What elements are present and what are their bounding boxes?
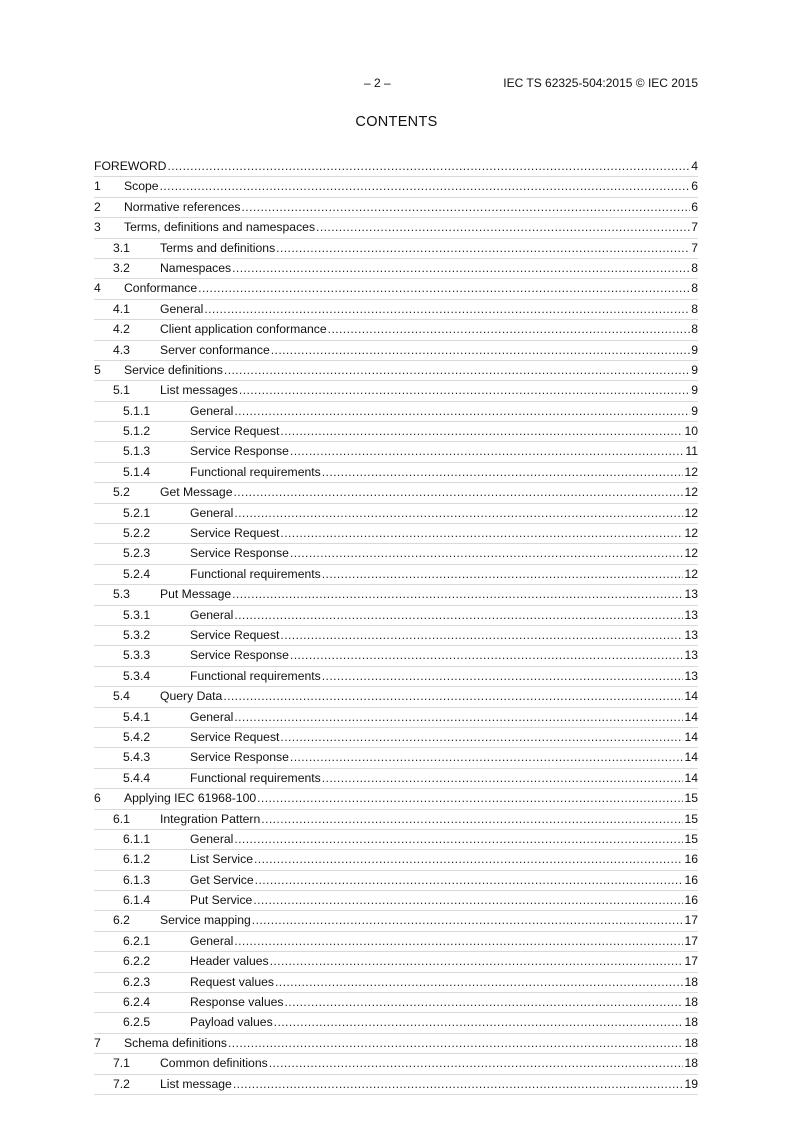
toc-entry-number: 7.2 — [113, 1076, 130, 1091]
toc-entry[interactable] — [94, 402, 698, 422]
toc-entry-number: 5.1.2 — [123, 424, 151, 439]
toc-entry-number: 7 — [94, 1035, 101, 1050]
toc-entry-title: General — [190, 606, 234, 625]
toc-entry-line — [160, 483, 698, 502]
toc-entry-page: 18 — [684, 995, 698, 1010]
toc-entry-line — [124, 218, 698, 237]
toc-entry-line — [160, 381, 698, 400]
dot-leader — [223, 687, 683, 706]
dot-leader — [257, 789, 683, 808]
toc-entry[interactable] — [94, 911, 698, 931]
toc-entry[interactable] — [94, 973, 698, 993]
toc-entry[interactable] — [94, 177, 698, 197]
dot-leader — [322, 769, 684, 788]
toc-entry[interactable] — [94, 748, 698, 768]
toc-entry[interactable] — [94, 300, 698, 320]
toc-entry-page: 12 — [684, 566, 698, 581]
toc-entry[interactable] — [94, 932, 698, 952]
toc-entry-page: 6 — [691, 179, 698, 194]
toc-entry-page: 13 — [684, 607, 698, 622]
toc-entry-number: 6.1.1 — [123, 831, 151, 846]
dot-leader — [233, 1075, 684, 1094]
toc-entry[interactable] — [94, 667, 698, 687]
toc-entry-title: List messages — [160, 381, 239, 400]
toc-entry-page: 4 — [691, 159, 698, 173]
toc-entry[interactable] — [94, 830, 698, 850]
toc-entry[interactable] — [94, 524, 698, 544]
toc-entry-number: 6.2.2 — [123, 954, 151, 969]
toc-entry-line — [190, 667, 698, 686]
toc-entry-page: 13 — [684, 587, 698, 602]
toc-entry-page: 7 — [691, 220, 698, 235]
toc-entry[interactable] — [94, 687, 698, 707]
toc-entry-number: 5.4.1 — [123, 709, 151, 724]
toc-entry-number: 5.2.1 — [123, 505, 151, 520]
toc-entry-line — [190, 402, 698, 421]
toc-entry-number: 4 — [94, 281, 101, 296]
toc-entry-title: Conformance — [124, 279, 198, 298]
toc-entry-title: Terms and definitions — [160, 239, 276, 258]
toc-entry-line — [190, 606, 698, 625]
dot-leader — [269, 1054, 684, 1073]
toc-entry[interactable] — [94, 850, 698, 870]
toc-entry[interactable] — [94, 606, 698, 626]
toc-entry-line — [190, 626, 698, 645]
toc-entry[interactable] — [94, 483, 698, 503]
toc-entry-number: 5.1.3 — [123, 444, 151, 459]
toc-entry[interactable] — [94, 279, 698, 299]
toc-entry-number: 5.1 — [113, 383, 130, 398]
toc-entry-number: 4.1 — [113, 301, 130, 316]
toc-entry-title: Service Response — [190, 646, 290, 665]
toc-entry-page: 18 — [684, 1035, 698, 1050]
toc-entry[interactable] — [94, 1075, 698, 1095]
page-number: – 2 – — [364, 76, 391, 90]
dot-leader — [242, 198, 691, 217]
toc-entry[interactable] — [94, 544, 698, 564]
toc-entry-page: 14 — [684, 770, 698, 785]
dot-leader — [234, 932, 683, 951]
toc-entry-page: 15 — [684, 811, 698, 826]
toc-entry-title: Schema definitions — [124, 1034, 228, 1053]
toc-entry-page: 13 — [684, 668, 698, 683]
toc-entry-number: 6.1 — [113, 811, 130, 826]
dot-leader — [204, 300, 690, 319]
toc-entry-line — [190, 973, 698, 992]
toc-entry-page: 17 — [684, 954, 698, 969]
dot-leader — [234, 606, 683, 625]
toc-entry-page: 12 — [684, 526, 698, 541]
toc-entry-title: FOREWORD — [94, 157, 167, 176]
dot-leader — [233, 483, 683, 502]
toc-entry-title: Service definitions — [124, 361, 224, 380]
toc-entry-title: Integration Pattern — [160, 810, 261, 829]
toc-entry-line — [160, 320, 698, 339]
toc-entry-page: 9 — [691, 383, 698, 398]
toc-entry-number: 4.3 — [113, 342, 130, 357]
toc-entry-page: 7 — [691, 240, 698, 255]
toc-entry-page: 18 — [684, 1015, 698, 1030]
toc-entry[interactable] — [94, 1034, 698, 1054]
toc-entry-line — [190, 463, 698, 482]
dot-leader — [261, 810, 683, 829]
toc-entry-number: 6.2.4 — [123, 995, 151, 1010]
toc-entry-page: 8 — [691, 260, 698, 275]
toc-entry-title: General — [190, 932, 234, 951]
toc-entry-line — [94, 157, 698, 176]
toc-entry-page: 8 — [691, 281, 698, 296]
dot-leader — [167, 157, 690, 176]
toc-entry-line — [190, 891, 698, 910]
dot-leader — [322, 565, 684, 584]
toc-entry[interactable] — [94, 1054, 698, 1074]
toc-entry-number: 5.3.1 — [123, 607, 151, 622]
toc-entry-number: 5.2 — [113, 485, 130, 500]
page-title: CONTENTS — [355, 114, 438, 130]
toc-entry-title: Service Request — [190, 524, 280, 543]
toc-entry[interactable] — [94, 239, 698, 259]
toc-entry-line — [190, 769, 698, 788]
toc-entry[interactable] — [94, 1013, 698, 1033]
toc-entry[interactable] — [94, 218, 698, 238]
toc-entry-title: List message — [160, 1075, 233, 1094]
toc-entry-title: Service Response — [190, 748, 290, 767]
toc-entry-line — [160, 911, 698, 930]
toc-entry[interactable] — [94, 952, 698, 972]
toc-entry-line — [190, 504, 698, 523]
toc-entry[interactable] — [94, 422, 698, 442]
toc-entry-number: 5.4.2 — [123, 729, 151, 744]
toc-entry-title: Server conformance — [160, 341, 271, 360]
toc-entry[interactable] — [94, 626, 698, 646]
toc-entry-title: Functional requirements — [190, 667, 322, 686]
dot-leader — [232, 585, 683, 604]
toc-entry[interactable] — [94, 504, 698, 524]
toc-entry-page: 17 — [684, 933, 698, 948]
toc-entry[interactable] — [94, 769, 698, 789]
toc-entry-number: 6.2.3 — [123, 974, 151, 989]
toc-entry-line — [190, 932, 698, 951]
dot-leader — [328, 320, 691, 339]
toc-entry-number: 3.1 — [113, 240, 130, 255]
toc-entry-line — [190, 830, 698, 849]
dot-leader — [270, 952, 684, 971]
toc-entry-number: 5.3.3 — [123, 648, 151, 663]
toc-entry-page: 10 — [684, 424, 698, 439]
toc-entry[interactable] — [94, 157, 698, 177]
toc-entry-page: 15 — [684, 791, 698, 806]
toc-entry-line — [190, 748, 698, 767]
toc-entry-page: 19 — [684, 1076, 698, 1091]
toc-entry-line — [124, 279, 698, 298]
toc-entry-title: Get Message — [160, 483, 233, 502]
toc-entry-title: Put Service — [190, 891, 253, 910]
toc-entry-page: 9 — [691, 403, 698, 418]
toc-entry-page: 14 — [684, 729, 698, 744]
toc-entry-number: 5 — [94, 362, 101, 377]
toc-entry-title: Applying IEC 61968-100 — [124, 789, 257, 808]
toc-entry-title: Scope — [124, 177, 160, 196]
toc-entry-title: Service Request — [190, 626, 280, 645]
toc-entry-line — [190, 871, 698, 890]
dot-leader — [280, 524, 683, 543]
toc-entry[interactable] — [94, 341, 698, 361]
toc-entry-number: 5.1.1 — [123, 403, 151, 418]
dot-leader — [254, 850, 683, 869]
toc-entry[interactable] — [94, 646, 698, 666]
toc-entry-title: Service mapping — [160, 911, 252, 930]
toc-entry-number: 6 — [94, 791, 101, 806]
toc-entry-number: 5.3.4 — [123, 668, 151, 683]
toc-entry-page: 14 — [684, 689, 698, 704]
toc-entry[interactable] — [94, 585, 698, 605]
toc-entry-title: General — [190, 504, 234, 523]
toc-entry-title: Functional requirements — [190, 565, 322, 584]
toc-entry-title: Service Request — [190, 422, 280, 441]
toc-entry-title: Header values — [190, 952, 270, 971]
toc-entry[interactable] — [94, 381, 698, 401]
dot-leader — [234, 504, 683, 523]
toc-entry-line — [124, 361, 698, 380]
toc-entry-title: Client application conformance — [160, 320, 328, 339]
toc-entry-line — [190, 524, 698, 543]
toc-entry-page: 17 — [684, 913, 698, 928]
toc-entry-page: 18 — [684, 974, 698, 989]
toc-entry-line — [124, 789, 698, 808]
toc-entry-number: 5.3 — [113, 587, 130, 602]
toc-entry-title: Request values — [190, 973, 275, 992]
toc-entry-page: 16 — [684, 852, 698, 867]
toc-entry-title: Get Service — [190, 871, 255, 890]
toc-entry-number: 5.3.2 — [123, 627, 151, 642]
toc-entry-number: 5.1.4 — [123, 464, 151, 479]
dot-leader — [234, 402, 690, 421]
document-id: IEC TS 62325-504:2015 © IEC 2015 — [503, 76, 698, 90]
toc-entry[interactable] — [94, 442, 698, 462]
toc-entry-page: 18 — [684, 1056, 698, 1071]
toc-entry[interactable] — [94, 708, 698, 728]
toc-entry-line — [160, 687, 698, 706]
toc-entry-title: List Service — [190, 850, 254, 869]
dot-leader — [234, 708, 683, 727]
toc-entry-number: 4.2 — [113, 322, 130, 337]
toc-entry-number: 5.2.2 — [123, 526, 151, 541]
toc-entry-number: 6.1.2 — [123, 852, 151, 867]
dot-leader — [255, 871, 684, 890]
dot-leader — [234, 830, 683, 849]
toc-entry-line — [190, 850, 698, 869]
toc-entry-title: Common definitions — [160, 1054, 269, 1073]
toc-entry-page: 13 — [684, 648, 698, 663]
toc-entry-line — [160, 1075, 698, 1094]
toc-entry-page: 9 — [691, 342, 698, 357]
toc-entry-line — [190, 422, 698, 441]
toc-entry-page: 12 — [684, 505, 698, 520]
toc-entry-line — [160, 300, 698, 319]
toc-entry-line — [190, 544, 698, 563]
dot-leader — [224, 361, 690, 380]
toc-entry-title: Terms, definitions and namespaces — [124, 218, 316, 237]
toc-entry-title: General — [160, 300, 204, 319]
toc-entry-page: 8 — [691, 322, 698, 337]
toc-entry-number: 2 — [94, 199, 101, 214]
toc-entry-page: 12 — [684, 464, 698, 479]
toc-entry[interactable] — [94, 789, 698, 809]
dot-leader — [322, 463, 684, 482]
toc-entry[interactable] — [94, 463, 698, 483]
toc-entry-title: Normative references — [124, 198, 242, 217]
dot-leader — [275, 973, 683, 992]
dot-leader — [228, 1034, 683, 1053]
toc-entry-line — [190, 646, 698, 665]
toc-entry-number: 6.2.5 — [123, 1015, 151, 1030]
toc-entry[interactable] — [94, 728, 698, 748]
toc-entry-title: Service Response — [190, 544, 290, 563]
toc-entry-title: General — [190, 708, 234, 727]
toc-entry-line — [190, 442, 698, 461]
toc-entry-line — [160, 239, 698, 258]
dot-leader — [239, 381, 690, 400]
toc-entry[interactable] — [94, 871, 698, 891]
toc-entry-line — [160, 585, 698, 604]
toc-entry-line — [190, 565, 698, 584]
toc-entry[interactable] — [94, 891, 698, 911]
toc-entry-page: 9 — [691, 362, 698, 377]
toc-entry-page: 8 — [691, 301, 698, 316]
toc-entry-line — [190, 952, 698, 971]
toc-entry[interactable] — [94, 361, 698, 381]
dot-leader — [253, 891, 683, 910]
toc-entry-title: Query Data — [160, 687, 223, 706]
toc-entry-number: 5.2.4 — [123, 566, 151, 581]
dot-leader — [290, 442, 684, 461]
toc-entry-number: 5.4.3 — [123, 750, 151, 765]
toc-entry-number: 6.2.1 — [123, 933, 151, 948]
toc-entry-line — [190, 708, 698, 727]
toc-entry-page: 14 — [684, 750, 698, 765]
toc-entry-number: 5.4.4 — [123, 770, 151, 785]
dot-leader — [276, 239, 690, 258]
toc-entry-page: 13 — [684, 627, 698, 642]
toc-entry-line — [124, 1034, 698, 1053]
toc-entry-page: 6 — [691, 199, 698, 214]
toc-entry-number: 3 — [94, 220, 101, 235]
toc-entry-title: Functional requirements — [190, 769, 322, 788]
toc-entry-number: 6.1.4 — [123, 893, 151, 908]
toc-entry[interactable] — [94, 320, 698, 340]
toc-entry-line — [124, 198, 698, 217]
dot-leader — [290, 748, 684, 767]
toc-entry-number: 3.2 — [113, 260, 130, 275]
toc-entry-page: 16 — [684, 893, 698, 908]
toc-entry[interactable] — [94, 565, 698, 585]
toc-entry-number: 5.2.3 — [123, 546, 151, 561]
toc-entry-line — [160, 810, 698, 829]
toc-entry-line — [190, 728, 698, 747]
toc-entry-title: General — [190, 830, 234, 849]
toc-entry-number: 5.4 — [113, 689, 130, 704]
dot-leader — [290, 544, 684, 563]
dot-leader — [271, 341, 690, 360]
toc-entry-number: 6.1.3 — [123, 872, 151, 887]
toc-entry-line — [160, 259, 698, 278]
toc-entry-title: Service Request — [190, 728, 280, 747]
toc-entry-number: 1 — [94, 179, 101, 194]
dot-leader — [280, 422, 683, 441]
toc-entry-title: Functional requirements — [190, 463, 322, 482]
dot-leader — [322, 667, 684, 686]
dot-leader — [316, 218, 690, 237]
toc-entry[interactable] — [94, 993, 698, 1013]
toc-entry-title: Namespaces — [160, 259, 232, 278]
toc-entry-number: 7.1 — [113, 1056, 130, 1071]
toc-entry-page: 12 — [684, 546, 698, 561]
toc-entry[interactable] — [94, 259, 698, 279]
toc-entry[interactable] — [94, 198, 698, 218]
dot-leader — [290, 646, 684, 665]
toc-entry-page: 15 — [684, 831, 698, 846]
table-of-contents — [94, 157, 698, 1095]
toc-entry-line — [160, 1054, 698, 1073]
dot-leader — [274, 1013, 684, 1032]
dot-leader — [160, 177, 691, 196]
dot-leader — [252, 911, 684, 930]
dot-leader — [285, 993, 684, 1012]
toc-entry-page: 11 — [685, 444, 698, 459]
toc-entry-number: 6.2 — [113, 913, 130, 928]
toc-entry[interactable] — [94, 810, 698, 830]
toc-entry-title: Response values — [190, 993, 285, 1012]
toc-entry-line — [190, 1013, 698, 1032]
toc-entry-line — [190, 993, 698, 1012]
dot-leader — [280, 626, 683, 645]
toc-entry-title: Service Response — [190, 442, 290, 461]
toc-entry-page: 12 — [684, 485, 698, 500]
toc-entry-title: Payload values — [190, 1013, 274, 1032]
toc-entry-title: Put Message — [160, 585, 232, 604]
dot-leader — [232, 259, 690, 278]
toc-entry-line — [160, 341, 698, 360]
toc-entry-page: 16 — [684, 872, 698, 887]
dot-leader — [198, 279, 690, 298]
toc-entry-title: General — [190, 402, 234, 421]
toc-entry-page: 14 — [684, 709, 698, 724]
toc-entry-line — [124, 177, 698, 196]
dot-leader — [280, 728, 683, 747]
